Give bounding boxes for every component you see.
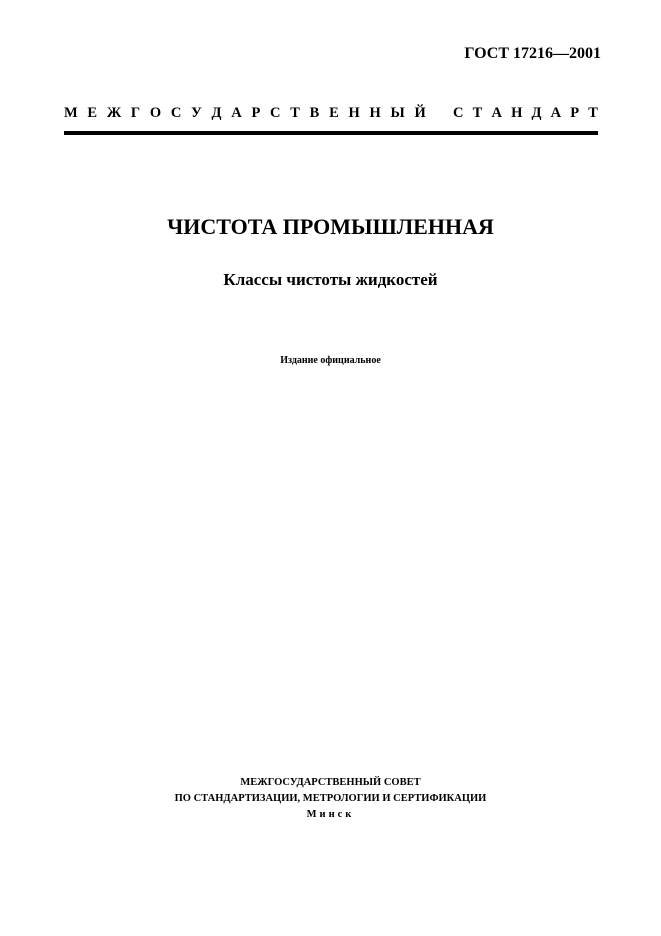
spaced-letter: Н bbox=[369, 105, 381, 121]
document-number: ГОСТ 17216—2001 bbox=[464, 45, 601, 62]
spaced-letter: Т bbox=[588, 105, 598, 121]
spaced-letter: Д bbox=[211, 105, 222, 121]
spaced-letter: В bbox=[309, 105, 320, 121]
spaced-letter: Р bbox=[570, 105, 580, 121]
edition-note: Издание официальное bbox=[280, 355, 381, 366]
publisher-line-2: ПО СТАНДАРТИЗАЦИИ, МЕТРОЛОГИИ И СЕРТИФИКАЦИИ bbox=[174, 793, 487, 804]
spaced-letter: О bbox=[149, 105, 162, 121]
document-title: ЧИСТОТА ПРОМЫШЛЕННАЯ bbox=[167, 214, 494, 239]
spaced-letter: Т bbox=[290, 105, 300, 121]
spaced-letter: А bbox=[231, 105, 242, 121]
publisher-line-1: МЕЖГОСУДАРСТВЕННЫЙ СОВЕТ bbox=[240, 777, 421, 788]
publisher-block bbox=[0, 775, 661, 823]
spaced-letter: Г bbox=[130, 105, 141, 121]
spaced-letter: М bbox=[64, 105, 78, 121]
spaced-letter: А bbox=[550, 105, 562, 121]
publisher-city: Минск bbox=[306, 809, 355, 820]
spaced-letter: Н bbox=[348, 105, 360, 121]
document-subtitle: Классы чистоты жидкостей bbox=[223, 270, 438, 289]
spaced-letter: Ж bbox=[106, 105, 122, 121]
spaced-letter: Е bbox=[329, 105, 339, 121]
spaced-letter: А bbox=[491, 105, 502, 121]
spaced-letter: С bbox=[170, 105, 182, 121]
spaced-letter: С bbox=[270, 105, 281, 121]
spaced-letter: У bbox=[191, 105, 202, 121]
spaced-letter: Р bbox=[251, 105, 261, 121]
spaced-letter: С bbox=[453, 105, 464, 121]
spaced-letter: Д bbox=[531, 105, 542, 121]
spaced-letter: Н bbox=[511, 105, 523, 121]
spaced-letter: Е bbox=[87, 105, 98, 121]
standard-type-heading bbox=[64, 104, 598, 122]
spaced-letter: Й bbox=[414, 105, 426, 121]
spaced-letter: Ы bbox=[390, 105, 405, 121]
standard-type-word-2 bbox=[453, 104, 598, 122]
spaced-letter: Т bbox=[472, 105, 483, 121]
standard-type-word-1 bbox=[64, 104, 426, 122]
header-rule bbox=[64, 131, 598, 135]
